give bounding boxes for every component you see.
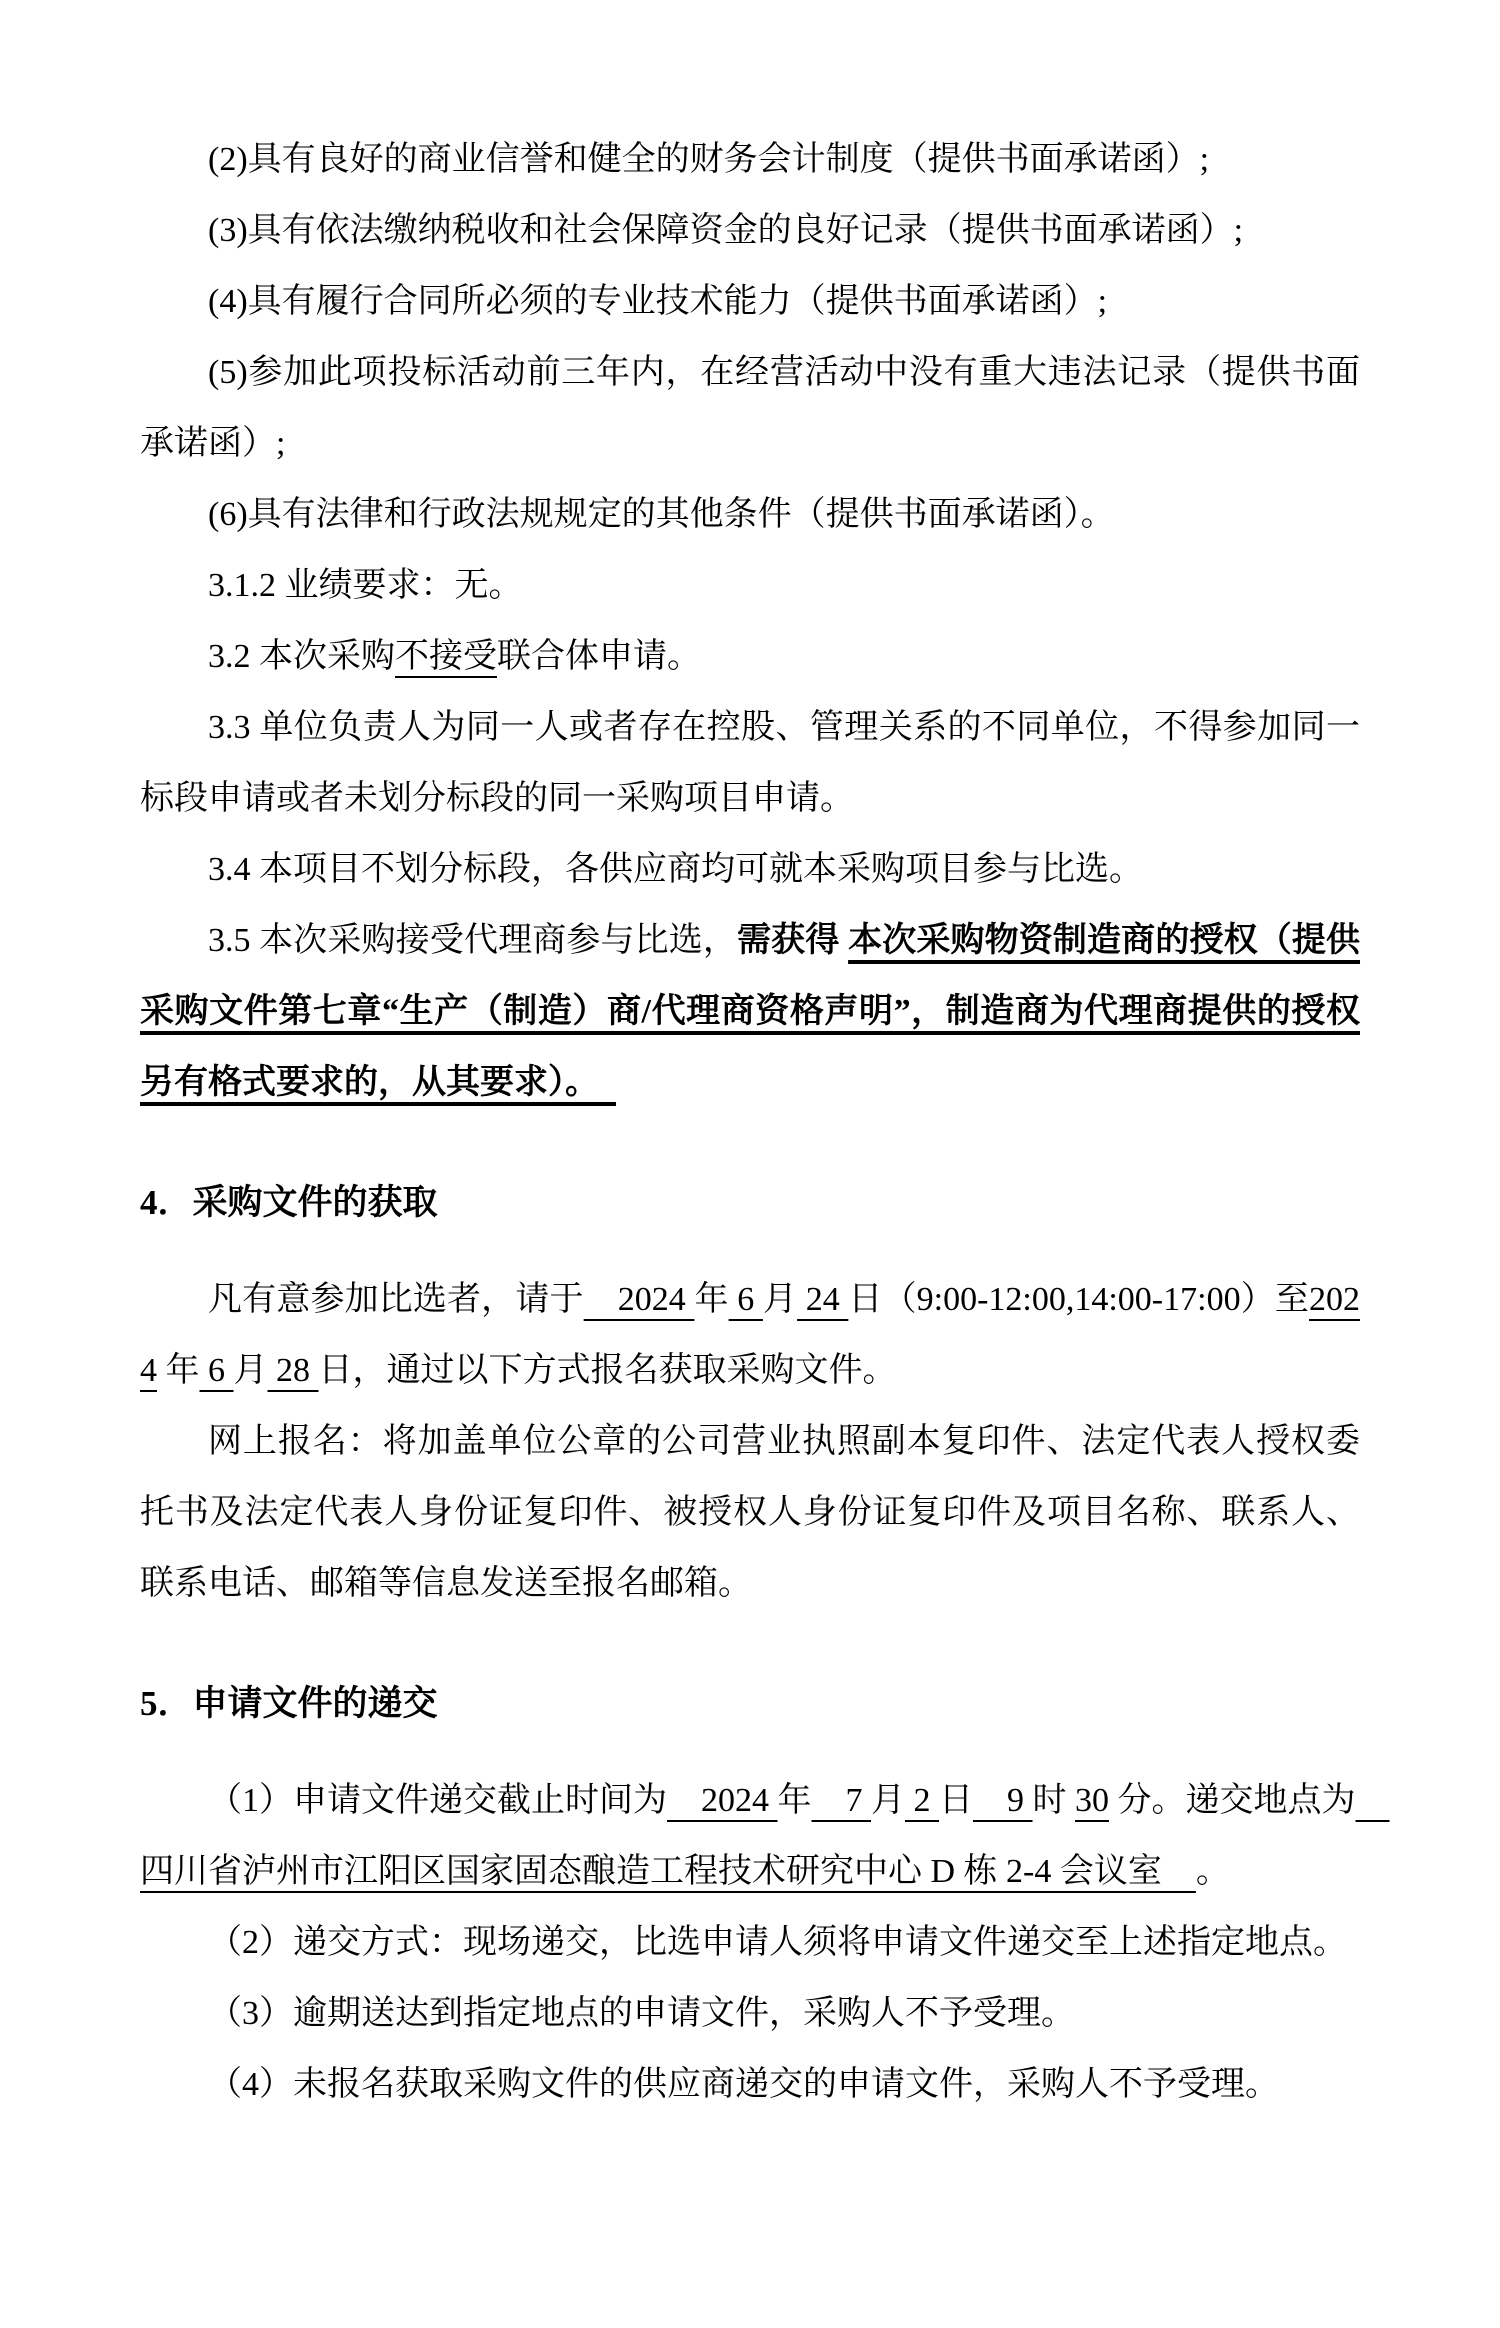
text-run: 日 xyxy=(939,1782,973,1819)
text-run: 月 xyxy=(762,1281,798,1318)
blank-month: 6 xyxy=(728,1281,763,1318)
blank-year: 2024 xyxy=(583,1281,695,1318)
heading-section-5 xyxy=(140,1668,1360,1739)
text-run: (4)具有履行合同所必须的专业技术能力（提供书面承诺函）; xyxy=(208,283,1108,320)
text-run: 网上报名：将加盖单位公章的公司营业执照副本复印件、法定代表人授权委托书及法定代表人身份证复印件、被授权人身份证复印件及项目名称、联系人、联系电话、邮箱等信息发送至报名邮箱。 xyxy=(140,1423,1360,1602)
text-run: （4）未报名获取采购文件的供应商递交的申请文件，采购人不予受理。 xyxy=(208,2066,1279,2103)
text-run: (6)具有法律和行政法规规定的其他条件（提供书面承诺函）。 xyxy=(208,496,1115,533)
text-run: 联合体申请。 xyxy=(497,638,701,675)
text-run: 3.5 本次采购接受代理商参与比选， xyxy=(208,922,738,959)
blank-month: 7 xyxy=(811,1782,871,1819)
text-run: 时 xyxy=(1032,1782,1075,1819)
text-run: （3）逾期送达到指定地点的申请文件，采购人不予受理。 xyxy=(208,1995,1075,2032)
blank-day: 28 xyxy=(267,1352,319,1389)
blank-hour: 9 xyxy=(973,1782,1033,1819)
heading-text: 5．申请文件的递交 xyxy=(140,1684,438,1723)
paragraph-overdue-rule xyxy=(140,1978,1360,2049)
text-run: (3)具有依法缴纳税收和社会保障资金的良好记录（提供书面承诺函）; xyxy=(208,212,1244,249)
text-run: 年 xyxy=(777,1782,812,1819)
blank-year: 2024 xyxy=(667,1782,778,1819)
bold-text-run: 需获得 xyxy=(737,922,849,959)
blank-day: 24 xyxy=(797,1281,849,1318)
paragraph-clause-3-5 xyxy=(140,905,1360,1118)
paragraph-condition-5 xyxy=(140,337,1360,479)
text-run: 分。递交地点为 xyxy=(1109,1782,1356,1819)
text-run: 年 xyxy=(157,1352,200,1389)
text-run: 日（9:00-12:00,14:00-17:00）至 xyxy=(848,1281,1310,1318)
paragraph-submission-method xyxy=(140,1907,1360,1978)
paragraph-clause-3-2 xyxy=(140,621,1360,692)
blank-day: 2 xyxy=(905,1782,939,1819)
heading-text: 4．采购文件的获取 xyxy=(140,1183,438,1222)
text-run: 月 xyxy=(871,1782,905,1819)
text-run: 3.2 本次采购 xyxy=(208,638,395,675)
paragraph-clause-3-1-2 xyxy=(140,550,1360,621)
paragraph-condition-4 xyxy=(140,266,1360,337)
paragraph-clause-3-4 xyxy=(140,834,1360,905)
text-run: 。 xyxy=(1195,1853,1230,1890)
paragraph-submission-deadline xyxy=(140,1765,1390,1907)
text-run: （2）递交方式：现场递交，比选申请人须将申请文件递交至上述指定地点。 xyxy=(208,1924,1347,1961)
text-run: （1）申请文件递交截止时间为 xyxy=(208,1782,667,1819)
blank-month: 6 xyxy=(199,1352,234,1389)
paragraph-condition-2 xyxy=(140,124,1360,195)
text-run: (5)参加此项投标活动前三年内，在经营活动中没有重大违法记录（提供书面承诺函）; xyxy=(140,354,1360,462)
underlined-text-run: 不接受 xyxy=(395,638,497,675)
paragraph-unregistered-rule xyxy=(140,2049,1360,2120)
text-run: 年 xyxy=(694,1281,729,1318)
text-run: (2)具有良好的商业信誉和健全的财务会计制度（提供书面承诺函）; xyxy=(208,141,1210,178)
paragraph-condition-6 xyxy=(140,479,1360,550)
text-run: 3.4 本项目不划分标段，各供应商均可就本采购项目参与比选。 xyxy=(208,851,1143,888)
heading-section-4 xyxy=(140,1167,1360,1238)
bold-underlined-text-run: 本次采购物资制造商的授权（提供采购文件第七章“生产（制造）商/代理商资格声明”，制造商为代理商提供的授权另有格式要求的，从其要求）。 xyxy=(140,922,1361,1101)
blank-minute: 30 xyxy=(1075,1782,1109,1819)
text-run: 日，通过以下方式报名获取采购文件。 xyxy=(318,1352,897,1389)
paragraph-registration-period xyxy=(140,1264,1360,1406)
paragraph-online-registration xyxy=(140,1406,1360,1619)
paragraph-condition-3 xyxy=(140,195,1360,266)
blank-year: 2024 xyxy=(140,1281,1361,1389)
text-run: 月 xyxy=(233,1352,268,1389)
text-run: 3.1.2 业绩要求：无。 xyxy=(208,567,523,604)
text-run: 3.3 单位负责人为同一人或者存在控股、管理关系的不同单位，不得参加同一标段申请或者未划分标段的同一采购项目申请。 xyxy=(140,709,1360,817)
text-run: 凡有意参加比选者，请于 xyxy=(208,1281,584,1318)
blank-address: 四川省泸州市江阳区国家固态酿造工程技术研究中心 D 栋 2-4 会议室 xyxy=(140,1782,1390,1890)
underline-blank xyxy=(582,1064,616,1101)
paragraph-clause-3-3 xyxy=(140,692,1360,834)
